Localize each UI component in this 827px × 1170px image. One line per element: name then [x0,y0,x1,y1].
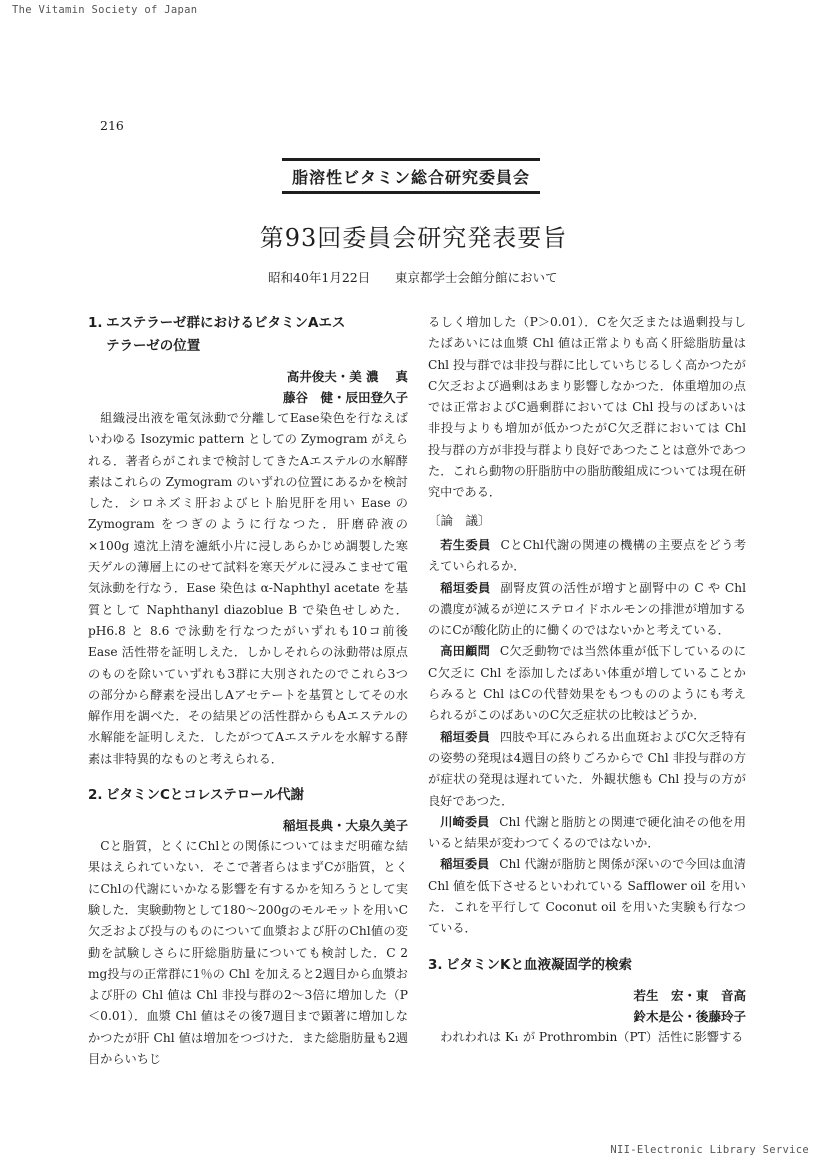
discussion-text: 四肢や耳にみられる出血斑およびC欠乏特有の姿勢の発現は4週目の終りごろからで Chl 非投与群の方が症状の発現は遅れていた．外観状態も Chl 投与の方が良好であつた． [428,729,747,808]
discussion-speaker: 高田顧問 [440,644,491,659]
section1-number: 1. [88,315,103,331]
page-number: 216 [100,118,124,133]
committee-name: 脂溶性ビタミン総合研究委員会 [291,167,530,187]
discussion-speaker: 稲垣委員 [440,729,491,744]
section1-title-line2: テラーゼの位置 [106,338,201,354]
watermark-top: The Vitamin Society of Japan [12,4,198,16]
discussion-entry [428,727,746,812]
section3-number: 3. [428,956,443,973]
section2-body: Cと脂質，とくにChlとの関係についてはまだ明確な結果はえられていない．そこで著者らはまずCが脂質，とくにChlの代謝にいかなる影響を有するかを知ろうとして実験した．実験動物として180～200gのモルモットを用いC欠乏および投与のものについて血漿および肝のChl値の変動を試験しさらに肝総脂肪量についても検討した．C 2 mg投与の正常群に1％の Chl を加えると2週目から血漿および肝の Chl 値は Chl 非投与群の2～3倍に増加した（P＜0.01）．血漿 Chl 値はその後7週目まで顕著に増加しなかつたが肝 Chl 値は増加をつづけた．また総脂肪量も2週目からいちじ [88,839,408,1067]
left-column [88,312,408,1070]
section1-title-line1: エステラーゼ群におけるビタミンAエス [106,315,346,331]
section1-authors-line2: 藤谷 健・辰田登久子 [282,390,408,405]
discussion-entry [428,854,746,939]
watermark-bottom: NII-Electronic Library Service [610,1144,809,1156]
discussion-heading: 〔論 議〕 [428,512,491,528]
section1-body: 組織浸出液を電気泳動で分離してEase染色を行なえばいわゆる Isozymic pattern としての Zymogram がえられる．著者らがこれまで検討してきたAエステルの水解酵素はこれらの Zymogram のいずれの位置にあるかを検討した．シロネズミ肝およびヒト胎児肝を用い Ease の Zymogram をつぎのように行なつた．肝磨砕液の ×100g 遠沈上清を濾紙小片に浸しあらかじめ調製した寒天ゲルの薄層上にのせて試料を寒天ゲルに浸みこませて電気泳動を行なう．Ease 染色は α-Naphthyl acetate を基質として Naphthanyl diazoblue B で染色せしめた．pH6.8 と 8.6 で泳動を行なつたがいずれも10コ前後 Ease 活性帯を証明しえた．しかしそれらの泳動帯は原点のものを除いていずれも3群に大別されたのでこれら3つの部分から酵素を浸出しAアセテートを基質としてその水解作用を調べた．その結果どの活性群からもAエステルの水解能を証明しえた．したがつてAエステルを水解する酵素は非特異的なものと考えられる． [88,411,408,766]
meeting-title: 第93回委員会研究発表要旨 [259,224,568,252]
committee-banner [282,158,540,194]
discussion-text: Chl 代謝が脂肪と関係が深いので今回は血清 Chl 値を低下させるといわれている Safflower oil を用いた．これを平行して Coconut oil を用いた実験も行なつている． [428,857,746,936]
discussion-entry [428,535,746,578]
section2-authors: 稲垣長典・大泉久美子 [282,818,408,834]
discussion-entry [428,812,746,855]
section2-body-continued: るしく増加した（P＞0.01）．Cを欠乏または過剰投与したばあいには血漿 Chl 値は正常よりも高く肝総脂肪量は Chl 投与群では非投与群に比していちじるしく高かつたがC欠乏および過剰はあまり影響しなかつた．体重増加の点では正常およびC過剰群においては Chl 投与のばあいは非投与よりも増加が低かつたがC欠乏群においては Chl 投与群の方が非投与群より良好であつたことは意外であつた．これら動物の肝脂肪中の脂肪酸組成については現在研究中である． [428,315,746,500]
discussion-speaker: 若生委員 [440,537,491,552]
section3-title [428,954,746,977]
right-column [428,312,746,1048]
discussion-text: 副腎皮質の活性が増すと副腎中の C や Chl の濃度が減るが逆にステロイドホルモンの排泄が増加するのにCが酸化防止的に働くのではないかと考えている． [428,580,746,638]
discussion-text: C欠乏動物では当然体重が低下しているのにC欠乏に Chl を添加したばあい体重が増していることからみると Chl はCの代替効果をもつもののようにも考えられるがこのばあいのC欠乏症状の比較はどうか． [428,644,747,723]
section3-title-text: ビタミンKと血液凝固学的検索 [446,956,632,973]
section2-title [88,784,408,807]
section1-authors-line1: 高井俊夫・美 濃 真 [286,369,408,384]
section3-body: われわれは K₁ が Prothrombin（PT）活性に影響する [440,1029,744,1044]
section3-authors-line1: 若生 宏・東 音高 [633,987,746,1003]
discussion-entry [428,578,746,642]
discussion-entry [428,641,746,726]
discussion-speaker: 川崎委員 [440,814,490,829]
meeting-date: 昭和40年1月22日 [268,270,371,285]
section1-title [88,312,408,358]
section2-title-text: ビタミンCとコレステロール代謝 [106,787,304,804]
discussion-text: Chl 代謝と脂肪との関連で硬化油その他を用いると結果が変わつてくるのではないか． [428,814,746,851]
discussion-speaker: 稲垣委員 [440,580,491,595]
meeting-place: 東京都学士会館分館において [395,270,558,285]
section2-number: 2. [88,787,103,804]
section3-authors-line2: 鈴木是公・後藤玲子 [633,1008,746,1024]
discussion-text: CとChl代謝の関連の機構の主要点をどう考えていられるか． [428,537,747,574]
discussion-speaker: 稲垣委員 [440,857,490,872]
